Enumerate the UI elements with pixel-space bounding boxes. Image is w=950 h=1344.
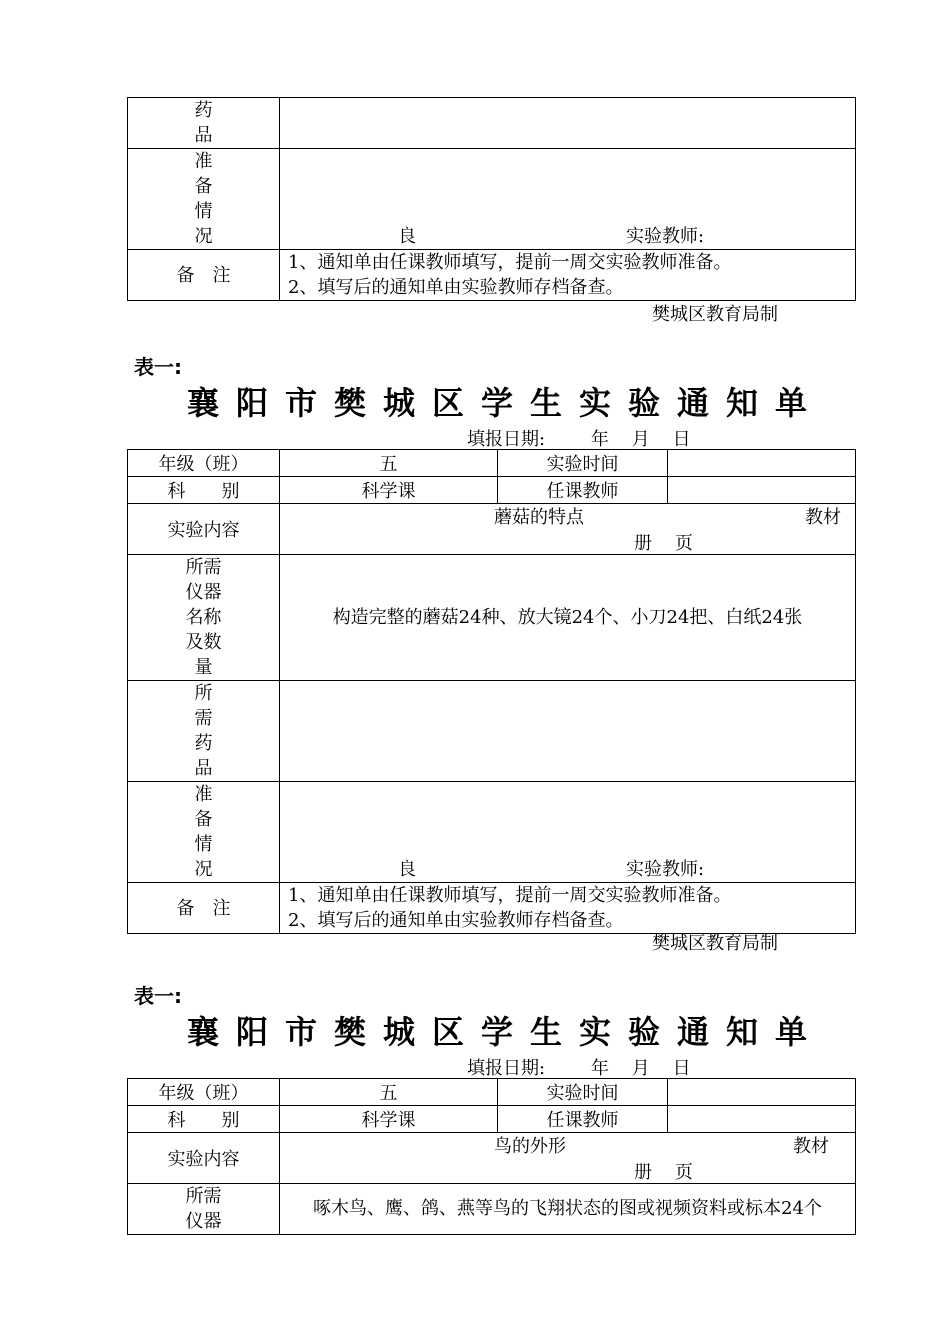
subject-label-cell: [128, 1106, 280, 1133]
teacher-label-cell: [498, 1106, 668, 1133]
notice-form-table: [127, 449, 856, 934]
instr-label-cell: [128, 1184, 280, 1235]
content-label: 实验内容: [167, 520, 240, 541]
time-label: 实验时间: [546, 1083, 619, 1104]
content-page: 册 页: [634, 533, 693, 554]
notice-form-table: [127, 1078, 856, 1235]
notes-label: 备 注: [176, 264, 231, 286]
grade-label-cell: [128, 1079, 280, 1106]
notes-label-cell: [128, 883, 280, 934]
grade-label-cell: [128, 450, 280, 477]
content-label-cell: [128, 504, 280, 555]
grade-value-cell[interactable]: [280, 450, 498, 477]
content-book: 教材: [793, 1136, 829, 1157]
content-page: 册 页: [634, 1162, 693, 1183]
drug-value-cell[interactable]: [280, 98, 856, 149]
subject-value: 科学课: [361, 1110, 416, 1131]
teacher-value-cell[interactable]: [668, 477, 856, 504]
content-title: 鸟的外形: [494, 1136, 566, 1157]
time-label: 实验时间: [546, 454, 619, 475]
drug-value-cell[interactable]: [280, 681, 856, 782]
content-label-cell: [128, 1133, 280, 1184]
notes-line-1: 1、通知单由任课教师填写，提前一周交实验教师准备。: [288, 885, 732, 906]
drug-label-cell: [128, 681, 280, 782]
prep-good-text: 良: [398, 859, 416, 880]
notes-line-2: 2、填写后的通知单由实验教师存档备查。: [288, 910, 624, 931]
form-fragment-table: [127, 97, 856, 301]
instr-value-cell[interactable]: [280, 1184, 856, 1235]
teacher-value-cell[interactable]: [668, 1106, 856, 1133]
prep-label: 准备情况: [194, 151, 213, 247]
time-value-cell[interactable]: [668, 450, 856, 477]
subject-label: 科 别: [167, 481, 240, 502]
drug-label: 药品: [194, 100, 213, 146]
grade-value-cell[interactable]: [280, 1079, 498, 1106]
content-value-cell[interactable]: [280, 504, 856, 555]
subject-value: 科学课: [361, 481, 416, 502]
content-label: 实验内容: [167, 1149, 240, 1170]
instr-label: 所需仪器: [185, 1186, 222, 1232]
instr-value-cell[interactable]: [280, 555, 856, 681]
time-value-cell[interactable]: [668, 1079, 856, 1106]
notes-line-2: 2、填写后的通知单由实验教师存档备查。: [288, 277, 624, 298]
form-title: 襄阳市樊城区学生实验通知单: [187, 1013, 825, 1051]
teacher-label: 任课教师: [546, 481, 619, 502]
subject-label: 科 别: [167, 1110, 240, 1131]
grade-label: 年级（班）: [158, 454, 249, 475]
prep-label-cell: [128, 149, 280, 250]
prep-teacher-text: 实验教师:: [626, 859, 705, 880]
issuer-text: 樊城区教育局制: [652, 933, 778, 954]
prep-value-cell[interactable]: [280, 782, 856, 883]
time-label-cell: [498, 450, 668, 477]
drug-label-cell: [128, 98, 280, 149]
teacher-label: 任课教师: [546, 1110, 619, 1131]
notes-cell: [280, 250, 856, 301]
instr-value: 啄木鸟、鹰、鸽、燕等鸟的飞翔状态的图或视频资料或标本24个: [313, 1198, 822, 1219]
grade-label: 年级（班）: [158, 1083, 249, 1104]
drug-label: 所需药品: [194, 683, 213, 779]
grade-value: 五: [379, 454, 398, 475]
notes-line-1: 1、通知单由任课教师填写，提前一周交实验教师准备。: [288, 252, 732, 273]
content-book: 教材: [805, 507, 841, 528]
prep-teacher-text: 实验教师:: [626, 226, 705, 247]
fill-date: 填报日期: 年 月 日: [467, 429, 691, 450]
content-value-cell[interactable]: [280, 1133, 856, 1184]
instr-label: 所需仪器名称及数量: [185, 557, 222, 678]
fill-date: 填报日期: 年 月 日: [467, 1058, 691, 1079]
notes-label-cell: [128, 250, 280, 301]
grade-value: 五: [379, 1083, 398, 1104]
notes-cell: [280, 883, 856, 934]
time-label-cell: [498, 1079, 668, 1106]
table-label: 表一:: [134, 355, 182, 379]
prep-label-cell: [128, 782, 280, 883]
content-title: 蘑菇的特点: [494, 507, 584, 528]
prep-value-cell[interactable]: [280, 149, 856, 250]
table-label: 表一:: [134, 984, 182, 1008]
form-title: 襄阳市樊城区学生实验通知单: [187, 384, 825, 422]
subject-value-cell[interactable]: [280, 477, 498, 504]
subject-value-cell[interactable]: [280, 1106, 498, 1133]
issuer-text: 樊城区教育局制: [652, 304, 778, 325]
notes-label: 备 注: [176, 897, 231, 919]
instr-label-cell: [128, 555, 280, 681]
prep-label: 准备情况: [194, 784, 213, 880]
prep-good-text: 良: [398, 226, 416, 247]
instr-value: 构造完整的蘑菇24种、放大镜24个、小刀24把、白纸24张: [332, 606, 803, 628]
subject-label-cell: [128, 477, 280, 504]
teacher-label-cell: [498, 477, 668, 504]
